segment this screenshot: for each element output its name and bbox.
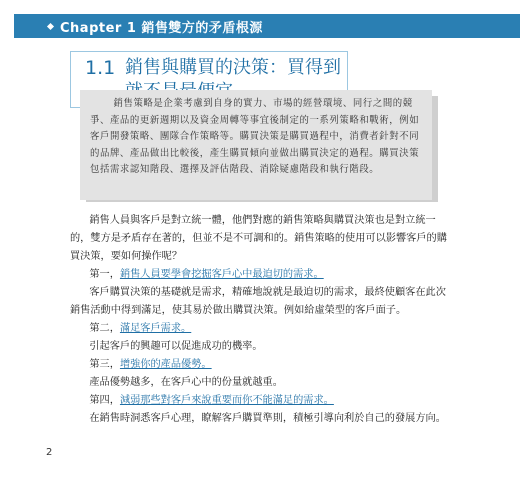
diamond-bullet-icon [47, 23, 54, 30]
summary-box [80, 90, 432, 200]
paragraph [70, 392, 450, 410]
section-title: 銷售與購買的決策：買得到 [125, 57, 341, 78]
paragraph [70, 266, 450, 284]
point-prefix: 第三， [89, 359, 120, 370]
paragraph: 銷售人員與客戶是對立統一體，他們對應的銷售策略與購買決策也是對立統一的，雙方是矛盾存在著的，但並不是不可調和的。銷售策略的使用可以影響客戶的購買決策，要如何操作呢？ [70, 215, 447, 262]
highlighted-point: 減弱那些對客戶來說重要而你不能滿足的需求。 [119, 395, 334, 406]
section-number: 1.1 [85, 57, 116, 79]
page-number: 2 [46, 447, 53, 458]
highlighted-point: 滿足客戶需求。 [119, 323, 192, 334]
point-prefix: 第四， [89, 395, 120, 406]
highlighted-point: 增強你的產品優勢。 [119, 359, 212, 370]
paragraph: 在銷售時洞悉客戶心理，瞭解客戶購買準則，積極引導向利於自己的發展方向。 [89, 413, 446, 424]
paragraph: 引起客戶的興趣可以促進成功的機率。 [89, 341, 263, 352]
point-prefix: 第二， [89, 323, 120, 334]
chapter-title: Chapter 1 銷售雙方的矛盾根源 [60, 21, 263, 36]
paragraph: 產品優勢越多，在客戶心中的份量就越重。 [89, 377, 283, 388]
paragraph [70, 320, 450, 338]
summary-text: 銷售策略是企業考慮到自身的實力、市場的經營環境、同行之間的競爭、產品的更新週期以及資金周轉等事宜後制定的一系列策略和戰術，例如客戶開發策略、團隊合作策略等。購買決策是購買過程中，消費者針對不同的品牌、產品做出比較後，產生購買傾向並做出購買決定的過程。購買決策包括需求認知階段、選擇及評估階段、消除疑慮階段和執行階段。 [90, 98, 420, 176]
point-prefix: 第一， [89, 269, 120, 280]
paragraph: 客戶購買決策的基礎就是需求，精確地說就是最迫切的需求，最終使顧客在此次銷售活動中得到滿足，使其易於做出購買決策。例如給虛榮型的客戶面子。 [70, 287, 446, 316]
body-text [70, 212, 450, 428]
paragraph [70, 356, 450, 374]
highlighted-point: 銷售人員要學會挖掘客戶心中最迫切的需求。 [119, 269, 324, 280]
chapter-header-bar [14, 14, 520, 38]
